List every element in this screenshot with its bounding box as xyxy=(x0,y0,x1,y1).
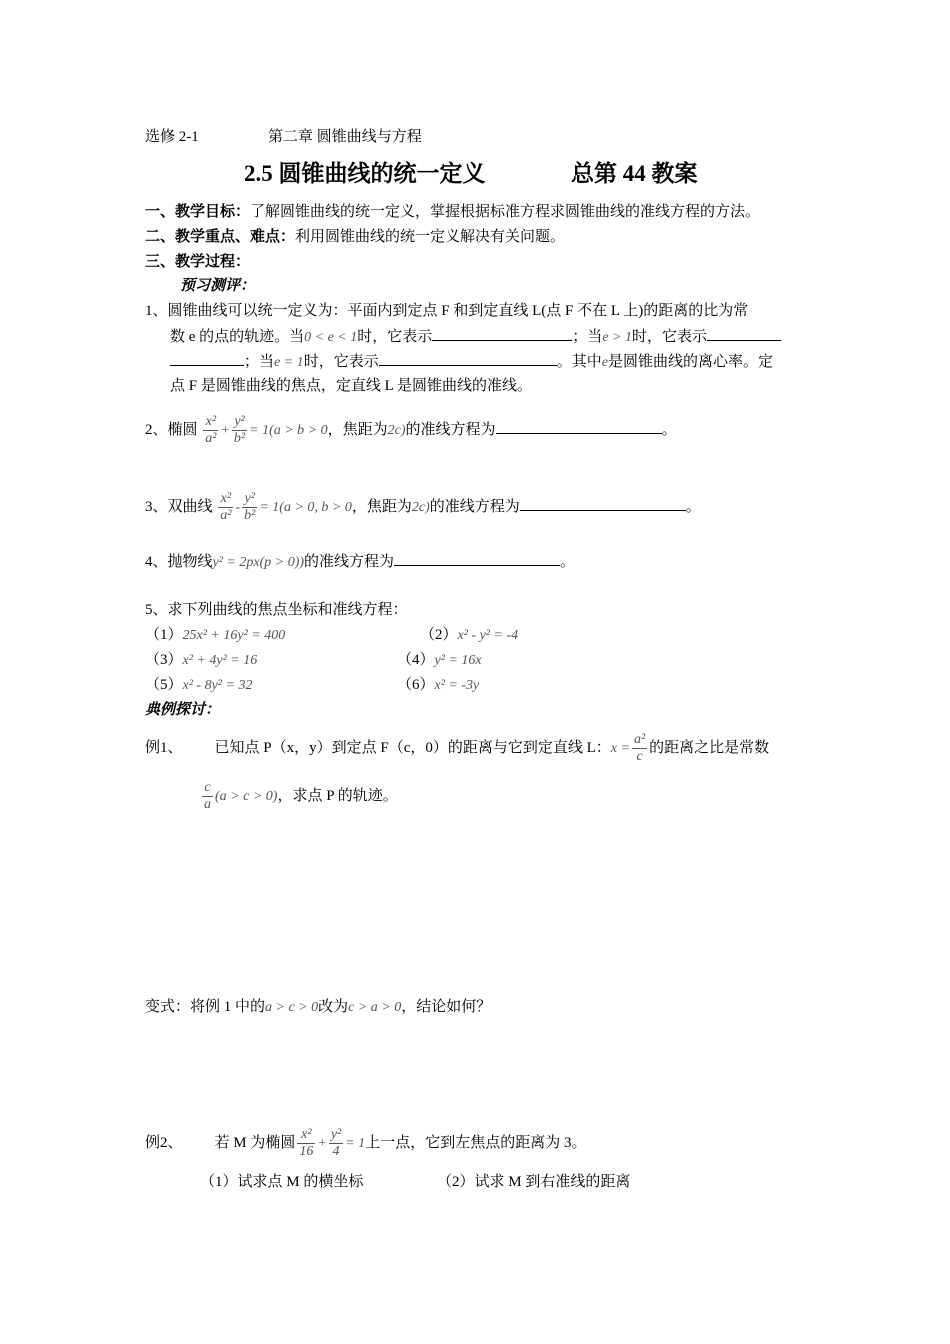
variant-math: a > c > 0 xyxy=(265,1000,319,1015)
q1-math: e xyxy=(601,355,608,370)
process-heading: 三、教学过程： xyxy=(145,254,251,270)
q1-math: 0 < e < 1 xyxy=(304,330,358,345)
ex1-text: 已知点 P（x，y）到定点 F（c，0）的距离与它到定直线 L： xyxy=(214,740,611,756)
q1-text: 是圆锥曲线的离心率。定 xyxy=(607,354,773,370)
q2-text: 。 xyxy=(661,422,677,438)
q1-line3 xyxy=(170,351,773,373)
q5-title: 5、求下列曲线的焦点坐标和准线方程： xyxy=(145,602,408,618)
q4-text: 4、抛物线 xyxy=(145,554,213,570)
key-points xyxy=(145,227,565,247)
q3-minus: - xyxy=(235,500,241,515)
ex2-text: 若 M 为椭圆 xyxy=(214,1135,296,1151)
q2-frac-y: $\frac{\text{y²}}{\text{b²}}$ xyxy=(233,414,246,447)
q1-text: 时，它表示 xyxy=(631,329,707,345)
q5-item: （4）y² = 16x xyxy=(397,652,482,668)
q2-line xyxy=(145,410,677,454)
variant-text: 变式：将例 1 中的 xyxy=(145,999,266,1015)
variant-text: ，结论如何？ xyxy=(401,999,492,1015)
q3-text: 。 xyxy=(685,499,701,515)
ex1-label: 例1、 xyxy=(145,740,183,756)
q1-text: 时，它表示 xyxy=(303,354,379,370)
ex1-condition: (a > c > 0) xyxy=(215,789,278,804)
ex1-text: 的距离之比是常数 xyxy=(649,740,770,756)
ex2-eq: = 1 xyxy=(345,1136,366,1151)
q4-text: 的准线方程为 xyxy=(304,554,395,570)
ex2-label: 例2、 xyxy=(145,1135,183,1151)
q5-item: （6）x² = -3y xyxy=(397,677,480,693)
q3-frac-y: $\frac{\text{y²}}{\text{b²}}$ xyxy=(244,491,256,524)
answer-blank[interactable] xyxy=(707,326,781,341)
q1-text: ；当 xyxy=(244,354,275,370)
ex1-math: x = xyxy=(610,741,630,756)
ex2-frac-x: $\frac{\text{x²}}{16}$ xyxy=(299,1127,314,1160)
q5-item: （3）x² + 4y² = 16 xyxy=(145,652,258,668)
q1-line1: 1、圆锥曲线可以统一定义为：平面内到定点 F 和到定直线 L(点 F 不在 L 上)的距离的比为常 xyxy=(145,303,749,319)
answer-blank[interactable] xyxy=(520,496,686,511)
q2-focal: 2c) xyxy=(387,423,406,438)
q5-item: （5）x² - 8y² = 32 xyxy=(145,677,253,693)
q1-text: 。其中 xyxy=(556,354,602,370)
q1-line4: 点 F 是圆锥曲线的焦点，定直线 L 是圆锥曲线的准线。 xyxy=(170,378,532,394)
key-points-text: 利用圆锥曲线的统一定义解决有关问题。 xyxy=(295,229,566,245)
ex2-text: 上一点，它到左焦点的距离为 3。 xyxy=(365,1135,587,1151)
q4-math: y² = 2px(p > 0)) xyxy=(212,555,305,570)
ex2-sub2: （2）试求 M 到右准线的距离 xyxy=(437,1174,631,1190)
ex1-frac: $\frac{\text{a²}}{c}$ xyxy=(633,732,646,765)
page-title: 2.5 圆锥曲线的统一定义 xyxy=(244,161,486,186)
q3-line xyxy=(145,487,701,531)
q5-item: （1）25x² + 16y² = 400 xyxy=(145,627,286,643)
q4-text: 。 xyxy=(560,554,576,570)
q1-line2 xyxy=(170,326,781,348)
course-label: 选修 2-1 xyxy=(145,129,199,145)
ex1-line1 xyxy=(145,728,769,772)
ex2-plus: + xyxy=(317,1136,327,1151)
lesson-number: 总第 44 教案 xyxy=(571,161,698,186)
answer-blank[interactable] xyxy=(379,351,557,366)
ex2-sub1: （1）试求点 M 的横坐标 xyxy=(200,1174,364,1190)
ex2-frac-y: $\frac{\text{y²}}{4}$ xyxy=(330,1127,342,1160)
answer-blank[interactable] xyxy=(432,326,572,341)
q3-condition: = 1(a > 0, b > 0 xyxy=(259,500,352,515)
ex2-line1 xyxy=(145,1123,586,1169)
answer-blank[interactable] xyxy=(496,419,662,434)
goals-label: 一、教学目标： xyxy=(145,204,251,220)
q2-plus: + xyxy=(220,423,230,438)
variant-math: c > a > 0 xyxy=(348,1000,402,1015)
q3-text: 的准线方程为 xyxy=(429,499,520,515)
chapter-label: 第二章 圆锥曲线与方程 xyxy=(268,129,422,145)
preview-heading: 预习测评： xyxy=(180,278,256,294)
answer-blank[interactable] xyxy=(170,351,244,366)
teaching-goals xyxy=(145,202,760,222)
q3-text: 3、双曲线 xyxy=(145,499,213,515)
q2-text: ，焦距为 xyxy=(327,422,388,438)
goals-text: 了解圆锥曲线的统一定义，掌握根据标准方程求圆锥曲线的准线方程的方法。 xyxy=(250,204,761,220)
variant-line xyxy=(145,997,491,1018)
variant-text: 改为 xyxy=(318,999,349,1015)
ex1-line2 xyxy=(200,776,398,820)
answer-blank[interactable] xyxy=(394,551,560,566)
q1-text: 数 e 的点的轨迹。当 xyxy=(170,329,305,345)
q4-line xyxy=(145,551,575,573)
q2-condition: = 1(a > b > 0 xyxy=(249,423,328,438)
q1-math: e > 1 xyxy=(602,330,632,345)
key-points-label: 二、教学重点、难点： xyxy=(145,229,296,245)
q2-frac-x: $\frac{\text{x²}}{\text{a²}}$ xyxy=(205,414,217,447)
q3-frac-x: $\frac{\text{x²}}{\text{a²}}$ xyxy=(220,491,232,524)
q3-focal: 2c) xyxy=(411,500,430,515)
ex1-ratio: $\frac{c}{a}$ xyxy=(204,780,211,813)
q1-text: ；当 xyxy=(572,329,603,345)
q2-text: 的准线方程为 xyxy=(405,422,496,438)
q3-text: ，焦距为 xyxy=(351,499,412,515)
q5-item: （2）x² - y² = -4 xyxy=(420,627,519,643)
q1-text: 时，它表示 xyxy=(357,329,433,345)
q1-math: e = 1 xyxy=(274,355,304,370)
ex1-text: ，求点 P 的轨迹。 xyxy=(277,788,398,804)
q2-text: 2、椭圆 xyxy=(145,422,198,438)
examples-heading: 典例探讨： xyxy=(145,702,221,718)
